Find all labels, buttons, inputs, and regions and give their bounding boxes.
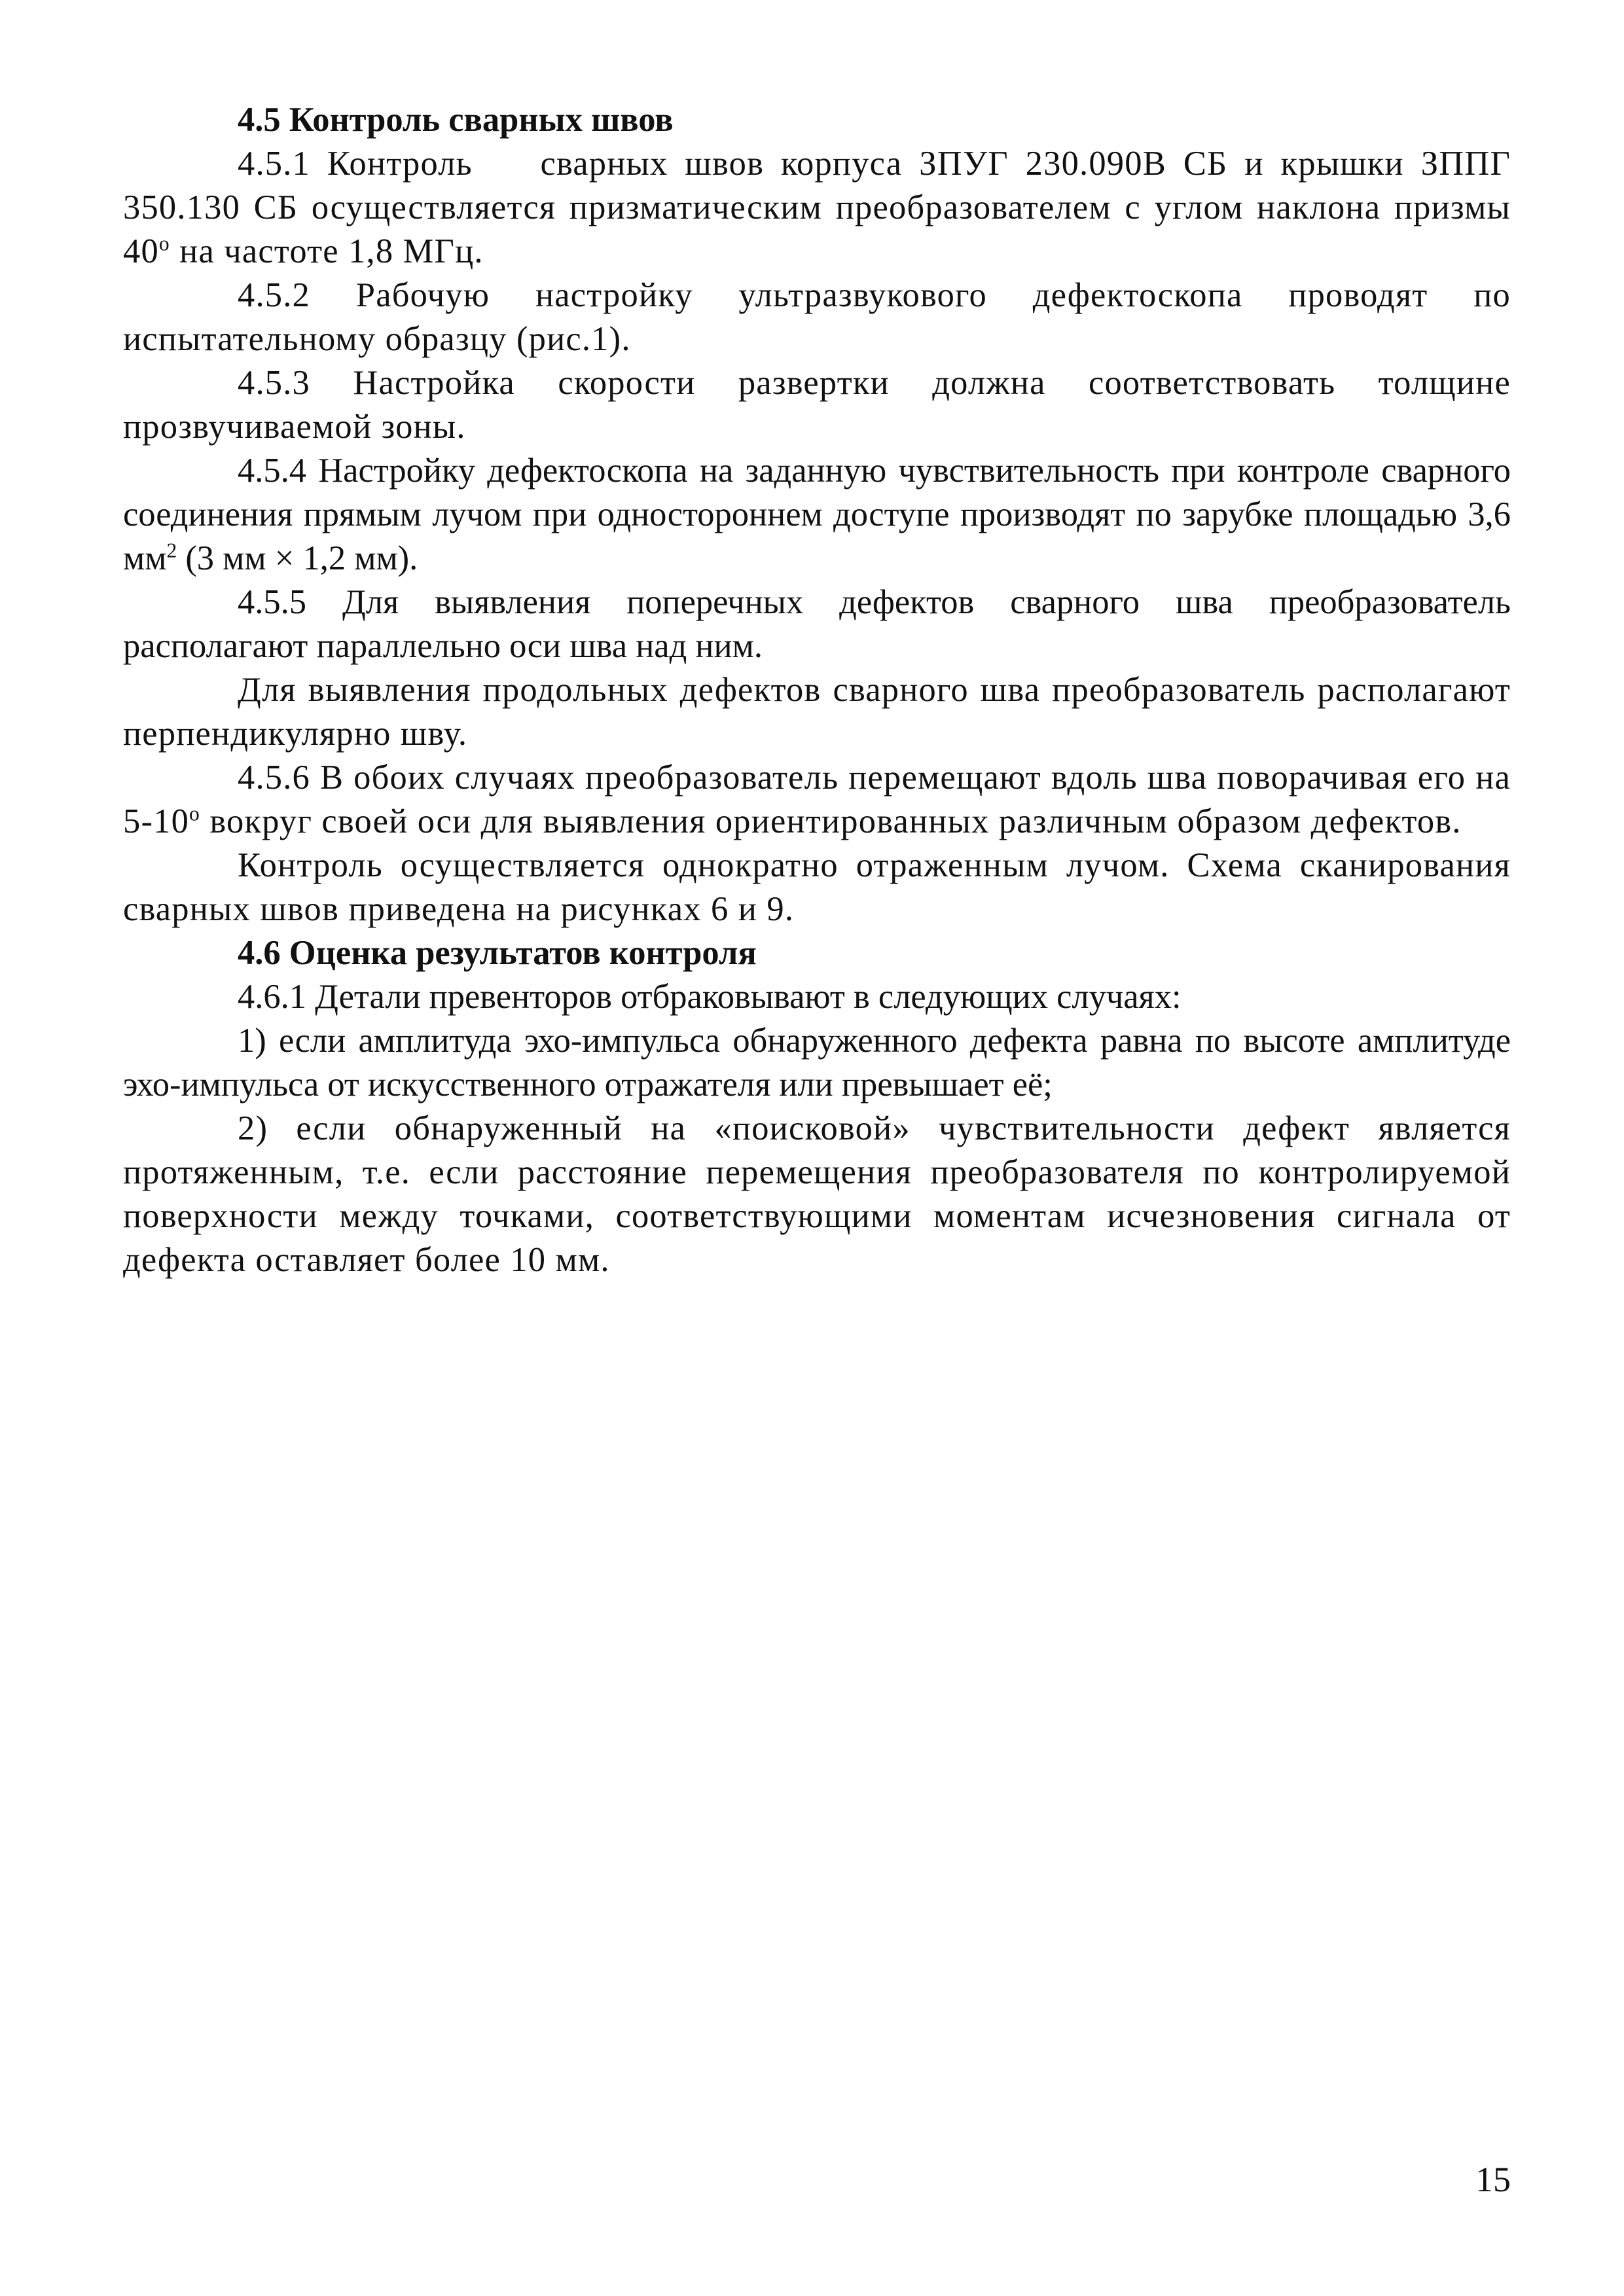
paragraph-4-5-6-tail: вокруг своей оси для выявления ориентированных различным образом дефектов. <box>200 802 1462 840</box>
superscript-2: 2 <box>166 539 177 562</box>
degree-sign: o <box>158 232 170 255</box>
paragraph-4-5-4 <box>123 449 1511 581</box>
paragraph-4-5-1-text: 4.5.1 Контроль сварных швов корпуса ЗПУГ 230.090В СБ и крышки ЗППГ 350.130 СБ осуществляется призматическим преобразователем с углом наклона призмы 40 <box>123 145 1521 270</box>
paragraph-4-5-6-text: 4.5.6 В обоих случаях преобразователь перемещают вдоль шва поворачивая его на 5-10 <box>123 759 1511 840</box>
paragraph-4-5-4-tail: (3 мм × 1,2 мм). <box>177 539 418 577</box>
paragraph-4-5-3: 4.5.3 Настройка скорости развертки должна соответствовать толщине прозвучиваемой зоны. <box>123 364 1511 446</box>
paragraph-4-6-1: 4.6.1 Детали превенторов отбраковывают в следующих случаях: <box>238 978 1182 1016</box>
degree-sign: o <box>189 802 200 825</box>
paragraph-4-5-5-continued: Для выявления продольных дефектов сварного шва преобразователь располагают перпендикулярно шву. <box>123 671 1511 753</box>
paragraph-4-5-1-tail: на частоте 1,8 МГц. <box>170 232 484 270</box>
document-body <box>123 98 1521 1282</box>
list-item-2: 2) если обнаруженный на «поисковой» чувствительности дефект является протяженным, т.е. если расстояние перемещения преобразователя по контролируемой поверхности между точками, соответствующими моментам исчезновения сигнала от дефекта оставляет более 10 мм. <box>123 1109 1511 1279</box>
paragraph-4-5-1 <box>123 142 1521 274</box>
list-item-1: 1) если амплитуда эхо-импульса обнаруженного дефекта равна по высоте амплитуде эхо-импульса от искусственного отражателя или превышает её; <box>123 1022 1511 1103</box>
paragraph-4-5-5: 4.5.5 Для выявления поперечных дефектов сварного шва преобразователь располагают параллельно оси шва над ним. <box>123 583 1511 665</box>
page-number: 15 <box>1475 2160 1511 2199</box>
paragraph-4-5-6 <box>123 756 1511 844</box>
paragraph-4-5-6-continued: Контроль осуществляется однократно отраженным лучом. Схема сканирования сварных швов приведена на рисунках 6 и 9. <box>123 846 1511 928</box>
paragraph-4-5-4-text: 4.5.4 Настройку дефектоскопа на заданную чувствительность при контроле сварного соединения прямым лучом при одностороннем доступе производят по зарубке площадью 3,6 мм <box>123 452 1511 577</box>
paragraph-4-5-2: 4.5.2 Рабочую настройку ультразвукового дефектоскопа проводят по испытательному образцу (рис.1). <box>123 276 1511 358</box>
section-heading-4-5: 4.5 Контроль сварных швов <box>238 101 674 139</box>
section-heading-4-6: 4.6 Оценка результатов контроля <box>238 934 757 972</box>
